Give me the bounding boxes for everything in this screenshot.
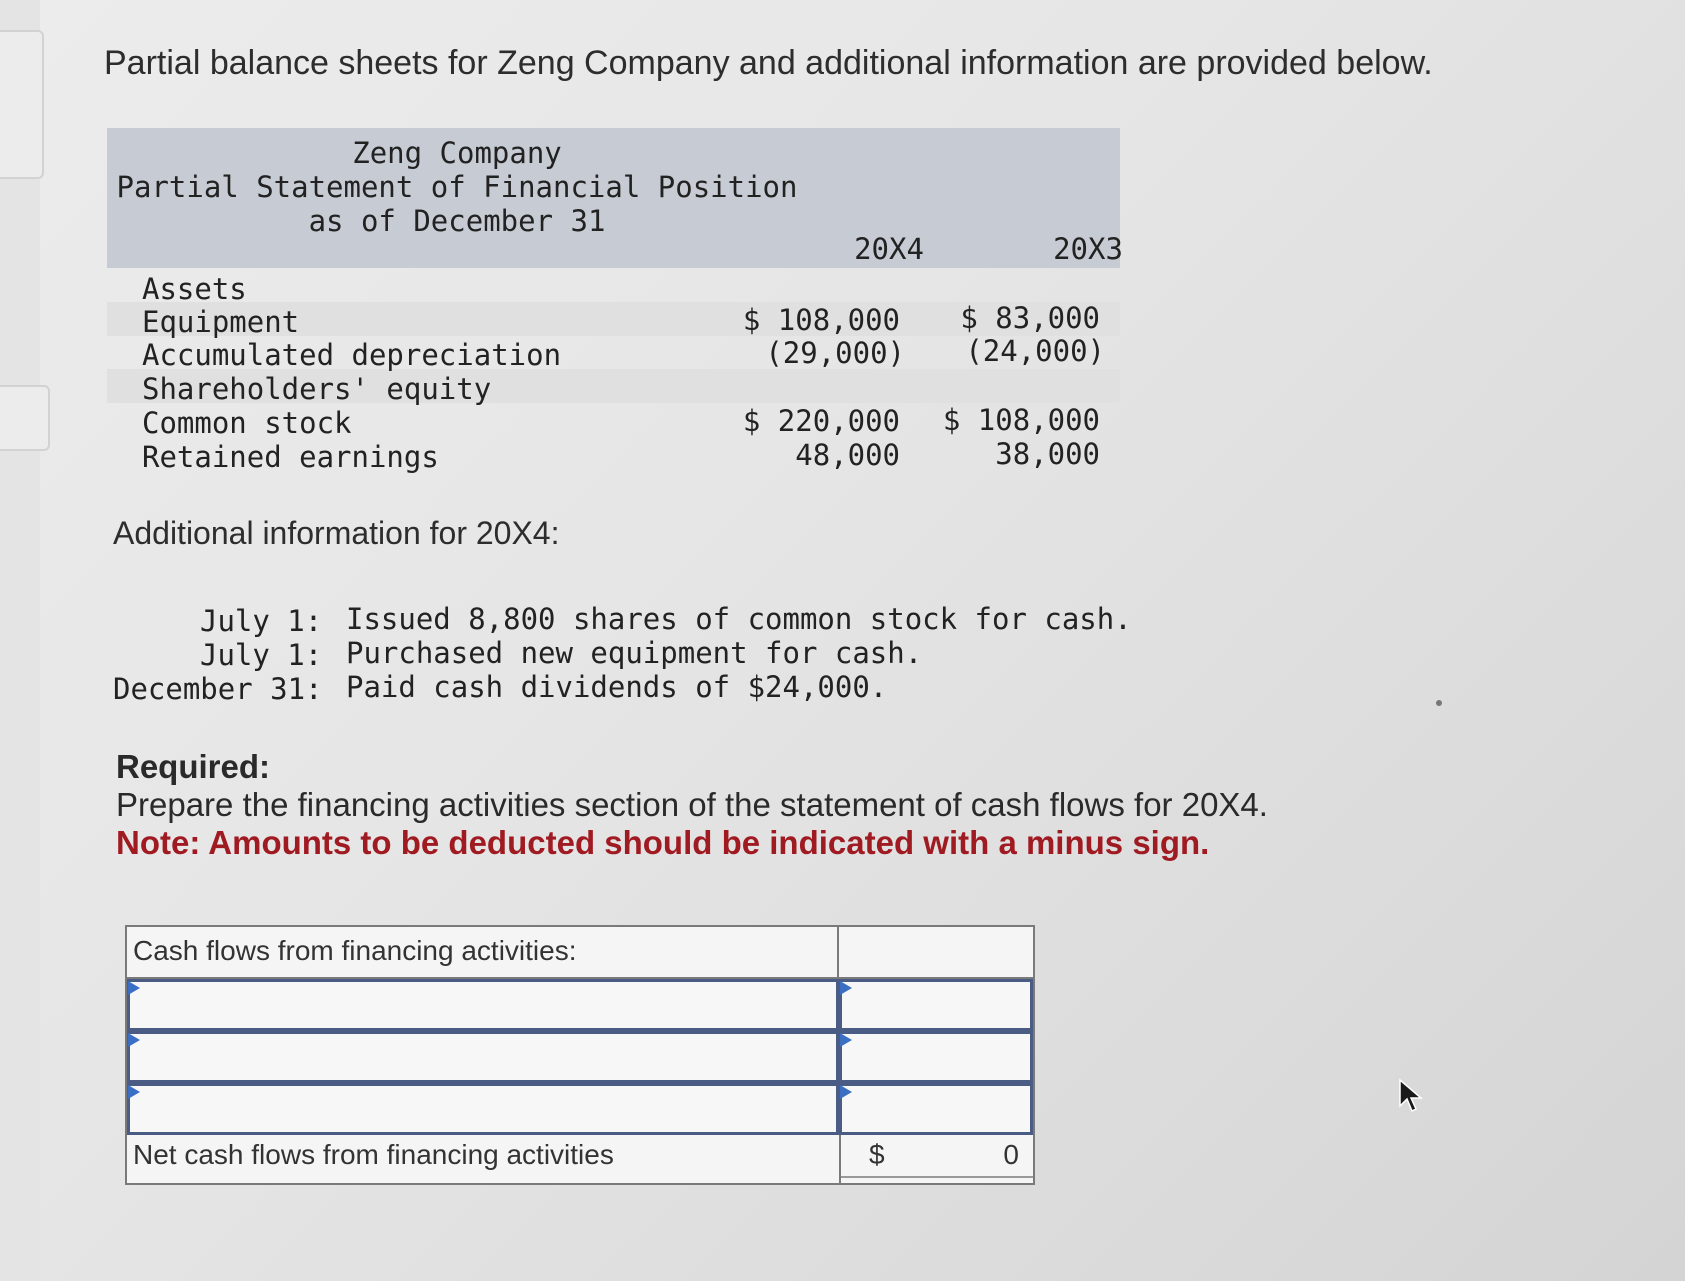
net-cash-flows-label: Net cash flows from financing activities [133,1139,614,1170]
financing-activity-amount-input[interactable] [839,1083,1033,1135]
row-label-shareholders-equity: Shareholders' equity [142,372,492,406]
required-note: Note: Amounts to be deducted should be indicated with a minus sign. [116,824,1210,861]
required-label: Required: [116,748,271,785]
event-text: Issued 8,800 shares of common stock for cash. [346,602,1132,636]
row-label-common-stock: Common stock [142,406,352,440]
financing-activity-description-input[interactable] [127,1031,839,1083]
statement-title: Partial Statement of Financial Position [116,170,798,204]
intro-text: Partial balance sheets for Zeng Company and additional information are provided below. [104,44,1433,82]
row-flag-icon [128,1033,140,1047]
row-flag-icon [840,981,852,995]
mouse-cursor-icon [1398,1078,1424,1116]
net-cash-flows-value: 0 [1003,1139,1019,1170]
left-margin-strip [0,0,40,1281]
common-stock-20x4: $ 220,000 [742,404,900,438]
total-double-underline [841,1176,1033,1180]
event-date: July 1: [200,638,323,672]
row-label-assets: Assets [142,272,247,306]
financing-activity-amount-input[interactable] [839,1031,1033,1083]
accumulated-depreciation-20x3: (24,000) [965,334,1105,368]
statement-company: Zeng Company [352,136,562,170]
event-date: July 1: [200,604,323,638]
required-text: Prepare the financing activities section of the statement of cash flows for 20X4. [116,786,1268,823]
screen-speck [1436,700,1442,706]
left-edge-box-middle [0,385,50,451]
left-edge-box-top [0,30,44,179]
event-text: Paid cash dividends of $24,000. [346,670,888,704]
statement-date: as of December 31 [308,204,606,238]
row-flag-icon [840,1085,852,1099]
financing-activity-description-input[interactable] [127,1083,839,1135]
column-header-20x4: 20X4 [854,232,924,266]
row-flag-icon [840,1033,852,1047]
cash-flow-table [125,925,1035,1185]
row-label-accumulated-depreciation: Accumulated depreciation [142,338,562,372]
column-header-20x3: 20X3 [1053,232,1123,266]
additional-info-title: Additional information for 20X4: [113,515,560,551]
row-flag-icon [128,981,140,995]
event-date: December 31: [113,672,323,706]
financing-activity-amount-input[interactable] [839,979,1033,1031]
event-text: Purchased new equipment for cash. [346,636,923,670]
equipment-20x4: $ 108,000 [742,303,900,337]
statement-header [107,128,1123,268]
cash-flow-header: Cash flows from financing activities: [133,935,577,966]
header-divider [837,927,839,977]
retained-earnings-20x3: 38,000 [995,437,1100,471]
common-stock-20x3: $ 108,000 [942,403,1100,437]
row-label-retained-earnings: Retained earnings [142,440,439,474]
row-label-equipment: Equipment [142,305,300,339]
equipment-20x3: $ 83,000 [960,301,1100,335]
row-flag-icon [128,1085,140,1099]
retained-earnings-20x4: 48,000 [795,438,900,472]
financing-activity-description-input[interactable] [127,979,839,1031]
accumulated-depreciation-20x4: (29,000) [765,336,905,370]
currency-symbol: $ [869,1139,885,1170]
